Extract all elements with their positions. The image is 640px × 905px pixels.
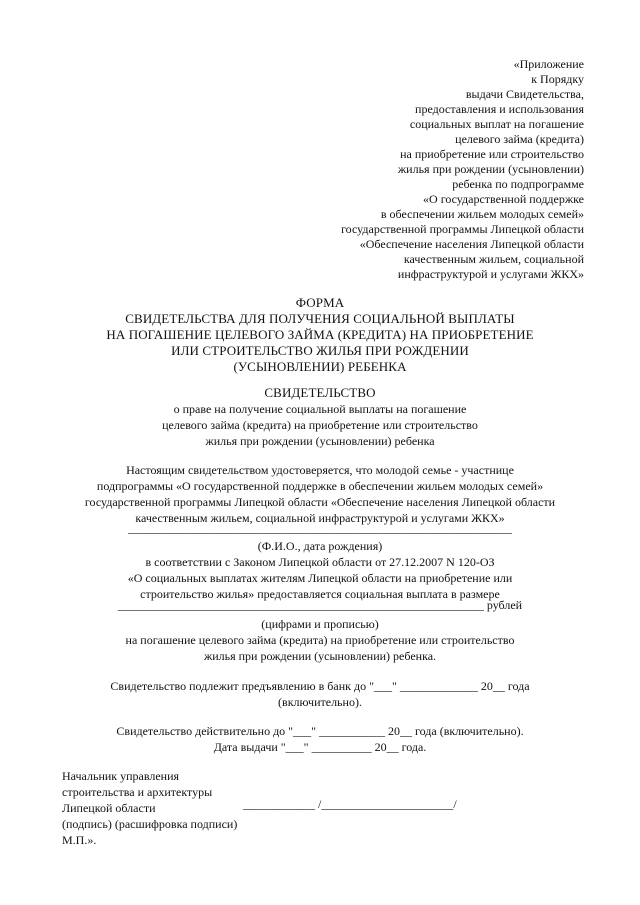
signatory-title: Начальник управления: [62, 769, 180, 783]
signature-caption: (подпись) (расшифровка подписи): [62, 817, 238, 831]
form-title-line: (УСЫНОВЛЕНИИ) РЕБЕНКА: [233, 359, 407, 374]
signatory-title: строительства и архитектуры: [62, 785, 213, 799]
appendix-line: в обеспечении жильем молодых семей»: [380, 207, 584, 221]
issue-date-line: Дата выдачи "___" __________ 20__ года.: [213, 740, 427, 754]
body-line: «О социальных выплатах жителям Липецкой области на приобретение или: [127, 571, 513, 585]
form-title-line: СВИДЕТЕЛЬСТВА ДЛЯ ПОЛУЧЕНИЯ СОЦИАЛЬНОЙ ВЫПЛАТЫ: [125, 311, 515, 326]
appendix-line: «О государственной поддержке: [423, 192, 584, 206]
appendix-line: «Обеспечение населения Липецкой области: [359, 237, 584, 251]
appendix-line: ребенка по подпрограмме: [452, 177, 584, 191]
certificate-subtitle-line: целевого займа (кредита) на приобретение или строительство: [162, 418, 478, 432]
signature-blank: ____________ /______________________/: [243, 797, 457, 811]
body-line: Настоящим свидетельством удостоверяется, что молодой семье - участнице: [126, 463, 514, 477]
appendix-line: предоставления и использования: [415, 102, 584, 116]
body-line: на погашение целевого займа (кредита) на приобретение или строительство: [125, 633, 515, 647]
body-line: государственной программы Липецкой области «Обеспечение населения Липецкой области: [84, 495, 556, 509]
amount-blank-line: _____________________________________________________________ рублей: [117, 598, 523, 612]
body-line: подпрограммы «О государственной поддержке в обеспечении жильем молодых семей»: [96, 479, 544, 493]
body-line: в соответствии с Законом Липецкой области от 27.12.2007 N 120-ОЗ: [145, 555, 495, 569]
presentation-line: (включительно).: [278, 695, 362, 709]
certificate-subtitle-line: жилья при рождении (усыновлении) ребенка: [205, 434, 435, 448]
presentation-line: Свидетельство подлежит предъявлению в банк до "___" _____________ 20__ года: [110, 679, 530, 693]
appendix-line: выдачи Свидетельства,: [465, 87, 584, 101]
certificate-subtitle-line: о праве на получение социальной выплаты на погашение: [173, 402, 467, 416]
appendix-line: инфраструктурой и услугами ЖКХ»: [397, 267, 584, 281]
amount-caption: (цифрами и прописью): [261, 617, 379, 631]
name-caption: (Ф.И.О., дата рождения): [257, 539, 383, 553]
appendix-line: государственной программы Липецкой области: [341, 222, 584, 236]
appendix-line: к Порядку: [531, 72, 584, 86]
validity-line: Свидетельство действительно до "___" ___________ 20__ года (включительно).: [116, 724, 524, 738]
appendix-line: целевого займа (кредита): [455, 132, 584, 146]
form-title-line: ИЛИ СТРОИТЕЛЬСТВО ЖИЛЬЯ ПРИ РОЖДЕНИИ: [171, 343, 469, 358]
seal-mark: М.П.».: [62, 833, 97, 847]
body-line: строительство жилья» предоставляется социальная выплата в размере: [140, 587, 500, 601]
certificate-heading: СВИДЕТЕЛЬСТВО: [264, 385, 376, 400]
appendix-line: качественным жильем, социальной: [403, 252, 584, 266]
form-title-line: ФОРМА: [295, 295, 345, 310]
appendix-line: социальных выплат на погашение: [409, 117, 584, 131]
appendix-line: на приобретение или строительство: [400, 147, 584, 161]
appendix-line: «Приложение: [513, 57, 584, 71]
appendix-line: жилья при рождении (усыновлении): [397, 162, 584, 176]
form-title-line: НА ПОГАШЕНИЕ ЦЕЛЕВОГО ЗАЙМА (КРЕДИТА) НА ПРИОБРЕТЕНИЕ: [106, 327, 534, 342]
body-line: жилья при рождении (усыновлении) ребенка.: [203, 649, 437, 663]
body-line: качественным жильем, социальной инфраструктурой и услугами ЖКХ»: [135, 511, 505, 525]
name-blank-line: ________________________________________________________________: [128, 521, 512, 535]
signatory-title: Липецкой области: [62, 801, 156, 815]
